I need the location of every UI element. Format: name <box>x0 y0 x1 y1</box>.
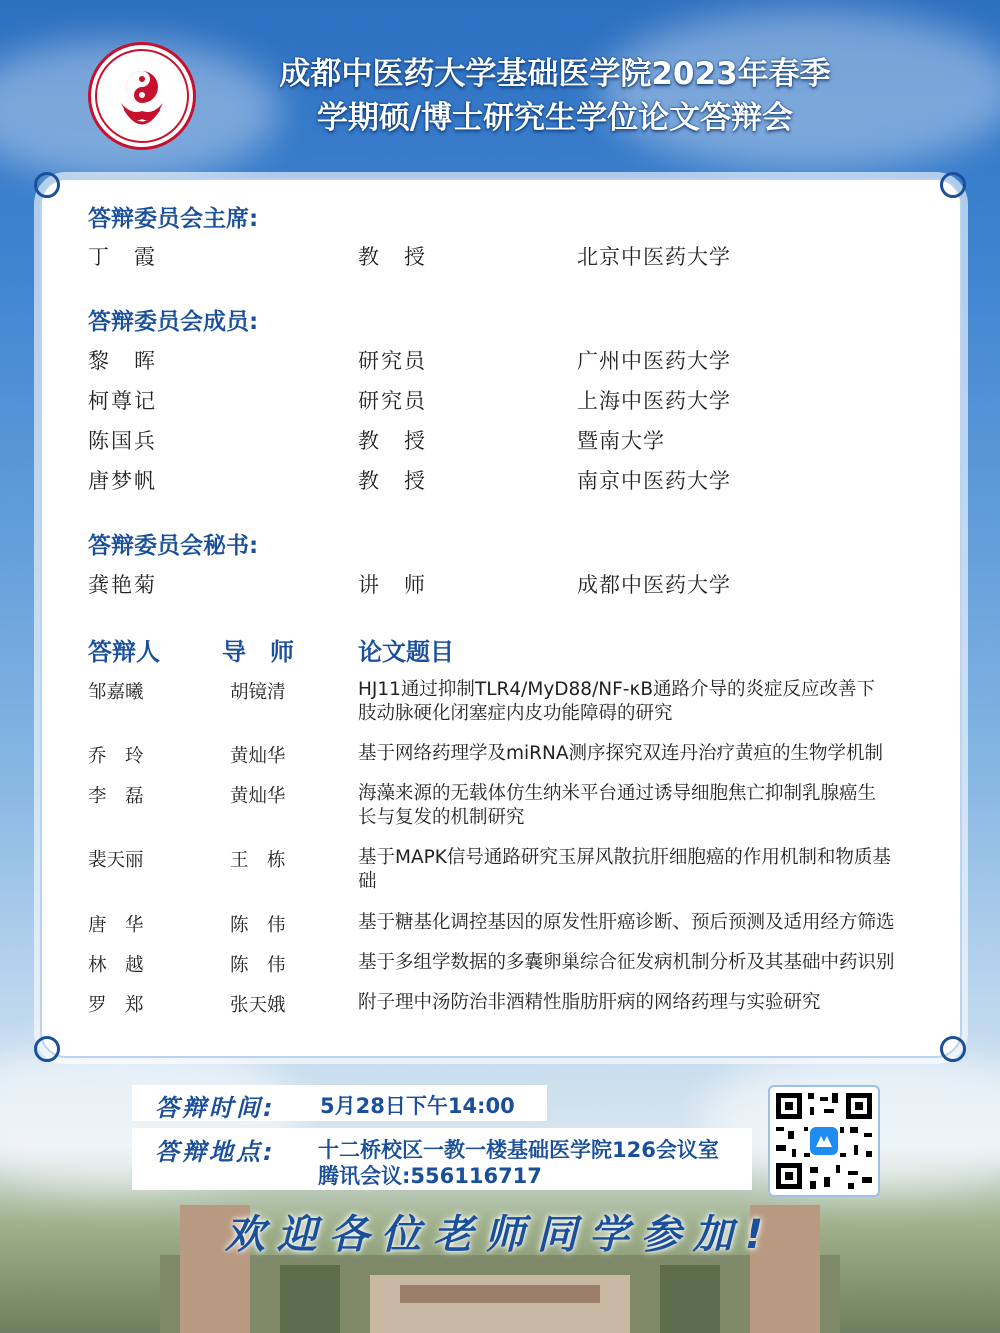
col-topic-header: 论文题目 <box>358 638 454 666</box>
member-name: 柯尊记 <box>88 389 157 413</box>
page-title <box>205 52 905 140</box>
welcome-banner: 欢迎各位老师同学参加! <box>224 1212 776 1258</box>
meeting-value: 腾讯会议:556116717 <box>318 1164 542 1188</box>
title-line-1: 成都中医药大学基础医学院2023年春季 <box>279 56 831 92</box>
corner-curl-icon <box>940 172 966 198</box>
thesis-topic: 附子理中汤防治非酒精性脂肪肝病的网络药理与实验研究 <box>358 992 821 1013</box>
title-line-2: 学期硕/博士研究生学位论文答辩会 <box>316 100 794 136</box>
member-unit: 北京中医药大学 <box>577 245 731 269</box>
thesis-topic: 基于MAPK信号通路研究玉屏风散抗肝细胞癌的作用机制和物质基础 <box>358 847 891 892</box>
advisor-name: 王 栋 <box>230 850 286 871</box>
place-value: 十二桥校区一教一楼基础医学院126会议室 <box>318 1138 719 1162</box>
corner-curl-icon <box>34 172 60 198</box>
advisor-name: 陈 伟 <box>230 955 286 976</box>
advisor-name: 黄灿华 <box>230 786 286 807</box>
advisor-name: 张天娥 <box>230 995 286 1016</box>
student-name: 李 磊 <box>88 786 144 807</box>
col-student-header: 答辩人 <box>88 638 160 666</box>
advisor-name: 黄灿华 <box>230 746 286 767</box>
advisor-name: 陈 伟 <box>230 915 286 936</box>
member-name: 丁 霞 <box>88 245 157 269</box>
member-name: 陈国兵 <box>88 429 157 453</box>
time-value: 5月28日下午14:00 <box>320 1094 515 1118</box>
thesis-topic: HJ11通过抑制TLR4/MyD88/NF-κB通路介导的炎症反应改善下肢动脉硬化闭塞症内皮功能障碍的研究 <box>358 679 876 724</box>
student-name: 罗 郑 <box>88 995 144 1016</box>
secretary-heading: 答辩委员会秘书: <box>88 533 259 559</box>
advisor-name: 胡镜清 <box>230 682 286 703</box>
chair-heading: 答辩委员会主席: <box>88 206 259 232</box>
student-name: 唐 华 <box>88 915 144 936</box>
member-title: 教 授 <box>358 429 427 453</box>
member-name: 黎 晖 <box>88 349 157 373</box>
university-seal-icon <box>88 42 196 150</box>
corner-curl-icon <box>940 1036 966 1062</box>
member-unit: 广州中医药大学 <box>577 349 731 373</box>
time-label: 答辩时间: <box>155 1094 276 1122</box>
place-label: 答辩地点: <box>155 1138 276 1166</box>
thesis-topic: 基于糖基化调控基因的原发性肝癌诊断、预后预测及适用经方筛选 <box>358 912 895 933</box>
member-title: 讲 师 <box>358 573 427 597</box>
corner-curl-icon <box>34 1036 60 1062</box>
member-unit: 成都中医药大学 <box>577 573 731 597</box>
members-heading: 答辩委员会成员: <box>88 309 259 335</box>
member-title: 研究员 <box>358 389 427 413</box>
member-unit: 暨南大学 <box>577 429 665 453</box>
member-title: 教 授 <box>358 245 427 269</box>
thesis-topic: 基于多组学数据的多囊卵巢综合征发病机制分析及其基础中药识别 <box>358 952 895 973</box>
thesis-topic: 海藻来源的无载体仿生纳米平台通过诱导细胞焦亡抑制乳腺癌生长与复发的机制研究 <box>358 783 877 828</box>
col-advisor-header: 导 师 <box>222 638 294 666</box>
student-name: 裴天丽 <box>88 850 144 871</box>
thesis-topic: 基于网络药理学及miRNA测序探究双连丹治疗黄疸的生物学机制 <box>358 743 884 764</box>
member-unit: 南京中医药大学 <box>577 469 731 493</box>
qr-code-icon[interactable] <box>768 1085 880 1197</box>
member-name: 唐梦帆 <box>88 469 157 493</box>
member-name: 龚艳菊 <box>88 573 157 597</box>
member-title: 教 授 <box>358 469 427 493</box>
student-name: 邹嘉曦 <box>88 682 144 703</box>
student-name: 林 越 <box>88 955 144 976</box>
member-unit: 上海中医药大学 <box>577 389 731 413</box>
student-name: 乔 玲 <box>88 746 144 767</box>
member-title: 研究员 <box>358 349 427 373</box>
